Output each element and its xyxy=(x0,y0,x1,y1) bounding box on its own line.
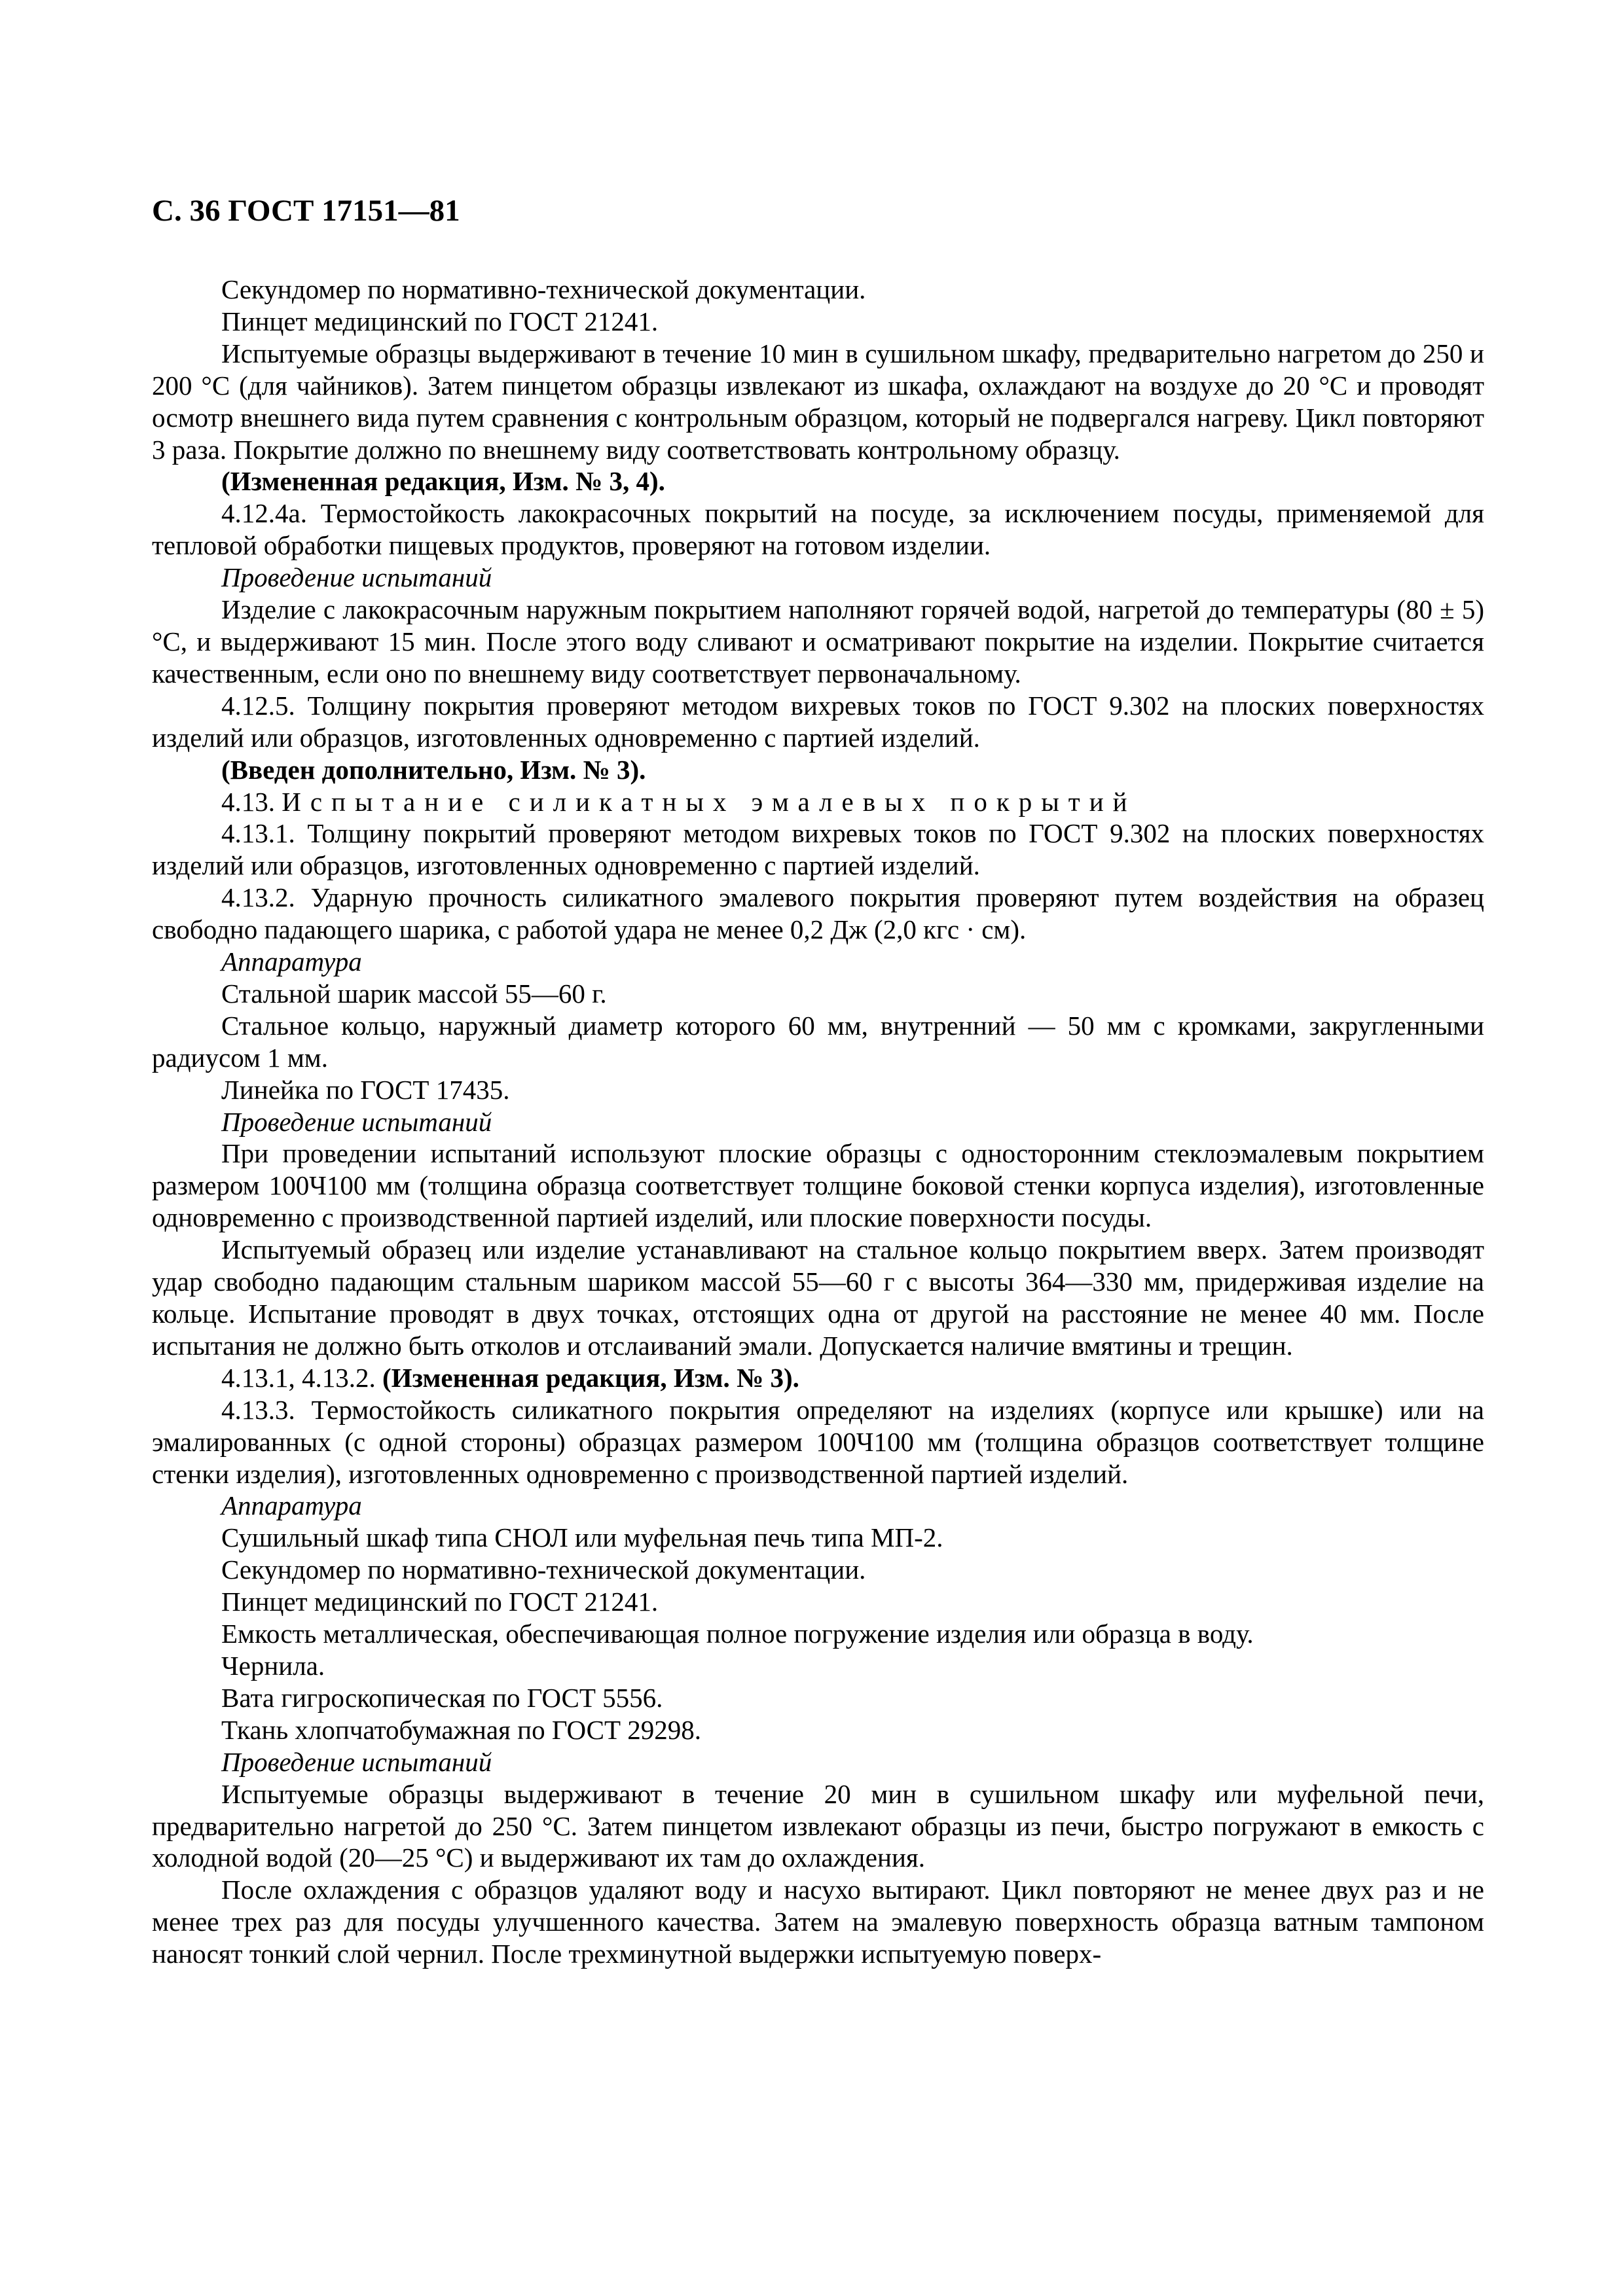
paragraph: Испытуемые образцы выдерживают в течение 20 мин в сушильном шкафу или муфельной печи, предварительно нагретой до 250 °С. Затем пинцетом извлекают образцы из печи, быстро погружают в емкость с холодной водой (20—25 °С) и выдерживают их там до охлаждения. xyxy=(152,1778,1484,1873)
amendment-note: (Измененная редакция, Изм. № 3). xyxy=(382,1362,799,1393)
paragraph: Испытуемый образец или изделие устанавливают на стальное кольцо покрытием вверх. Затем производят удар свободно падающим стальным шариком массой 55—60 г с высоты 364—330 мм, придерживая изделие на кольце. Испытание проводят в двух точках, отстоящих одна от другой на расстояние не менее 40 мм. После испытания не должно быть отколов и отслаиваний эмали. Допускается наличие вмятины и трещин. xyxy=(152,1234,1484,1361)
apparatus-item: Вата гигроскопическая по ГОСТ 5556. xyxy=(221,1682,663,1713)
amendment-note: (Введен дополнительно, Изм. № 3). xyxy=(221,754,646,785)
apparatus-item: Стальное кольцо, наружный диаметр которого 60 мм, внутренний — 50 мм с кромками, закругленными радиусом 1 мм. xyxy=(152,1010,1484,1073)
apparatus-item: Чернила. xyxy=(221,1650,325,1681)
section-4-13-heading xyxy=(152,786,1484,818)
clause-4-13-2: 4.13.2. Ударную прочность силикатного эмалевого покрытия проверяют путем воздействия на образец свободно падающего шарика, с работой удара не менее 0,2 Дж (2,0 кгс · см). xyxy=(152,882,1484,945)
amendment-note: (Измененная редакция, Изм. № 3, 4). xyxy=(221,466,665,497)
clause-4-12-4a: 4.12.4а. Термостойкость лакокрасочных покрытий на посуде, за исключением посуды, применяемой для тепловой обработки пищевых продуктов, проверяют на готовом изделии. xyxy=(152,498,1484,561)
clause-4-12-5: 4.12.5. Толщину покрытия проверяют методом вихревых токов по ГОСТ 9.302 на плоских поверхностях изделий или образцов, изготовленных одновременно с партией изделий. xyxy=(152,690,1484,753)
paragraph: При проведении испытаний используют плоские образцы с односторонним стеклоэмалевым покрытием размером 100Ч100 мм (толщина образца соответствует толщине боковой стенки корпуса изделия), изготовленные одновременно с производственной партией изделий, или плоские поверхности посуды. xyxy=(152,1138,1484,1233)
paragraph: Изделие с лакокрасочным наружным покрытием наполняют горячей водой, нагретой до температуры (80 ± 5) °С, и выдерживают 15 мин. После этого воду сливают и осматривают покрытие на изделии. Покрытие считается качественным, если оно по внешнему виду соответствует первоначальному. xyxy=(152,594,1484,689)
clause-refs: 4.13.1, 4.13.2. xyxy=(221,1362,376,1393)
apparatus-item: Сушильный шкаф типа СНОЛ или муфельная печь типа МП-2. xyxy=(221,1522,943,1553)
paragraph: Испытуемые образцы выдерживают в течение 10 мин в сушильном шкафу, предварительно нагретом до 250 и 200 °С (для чайников). Затем пинцетом образцы извлекают из шкафа, охлаждают на воздухе до 20 °С и проводят осмотр внешнего вида путем сравнения с контрольным образцом, который не подвергался нагреву. Цикл повторяют 3 раза. Покрытие должно по внешнему виду соответствовать контрольному образцу. xyxy=(152,338,1484,465)
amendment-line xyxy=(152,1362,1484,1394)
paragraph: Пинцет медицинский по ГОСТ 21241. xyxy=(221,306,659,336)
apparatus-item: Ткань хлопчатобумажная по ГОСТ 29298. xyxy=(221,1714,702,1745)
page-header: С. 36 ГОСТ 17151—81 xyxy=(152,194,460,228)
section-title: Испытание силикатных эмалевых покрытий xyxy=(282,786,1137,817)
apparatus-item: Пинцет медицинский по ГОСТ 21241. xyxy=(221,1587,659,1617)
subheading-testing: Проведение испытаний xyxy=(221,1106,492,1137)
section-number: 4.13. xyxy=(221,786,275,817)
paragraph: После охлаждения с образцов удаляют воду и насухо вытирают. Цикл повторяют не менее двух раз и не менее трех раз для посуды улучшенного качества. Затем на эмалевую поверхность образца ватным тампоном наносят тонкий слой чернил. После трехминутной выдержки испытуемую поверх- xyxy=(152,1874,1484,1969)
document-body xyxy=(152,274,1484,1970)
paragraph: Секундомер по нормативно-технической документации. xyxy=(221,274,866,304)
subheading-testing: Проведение испытаний xyxy=(221,562,492,593)
clause-4-13-3: 4.13.3. Термостойкость силикатного покрытия определяют на изделиях (корпусе или крышке) или на эмалированных (с одной стороны) образцах размером 100Ч100 мм (толщина образцов соответствует толщине стенки изделия), изготовленных одновременно с производственной партией изделий. xyxy=(152,1394,1484,1489)
subheading-testing: Проведение испытаний xyxy=(221,1746,492,1777)
apparatus-item: Линейка по ГОСТ 17435. xyxy=(221,1074,510,1105)
subheading-apparatus: Аппаратура xyxy=(221,946,362,977)
apparatus-item: Секундомер по нормативно-технической документации. xyxy=(221,1554,866,1585)
clause-4-13-1: 4.13.1. Толщину покрытий проверяют методом вихревых токов по ГОСТ 9.302 на плоских поверхностях изделий или образцов, изготовленных одновременно с партией изделий. xyxy=(152,818,1484,881)
apparatus-item: Емкость металлическая, обеспечивающая полное погружение изделия или образца в воду. xyxy=(221,1619,1254,1649)
subheading-apparatus: Аппаратура xyxy=(221,1490,362,1521)
apparatus-item: Стальной шарик массой 55—60 г. xyxy=(221,978,607,1009)
